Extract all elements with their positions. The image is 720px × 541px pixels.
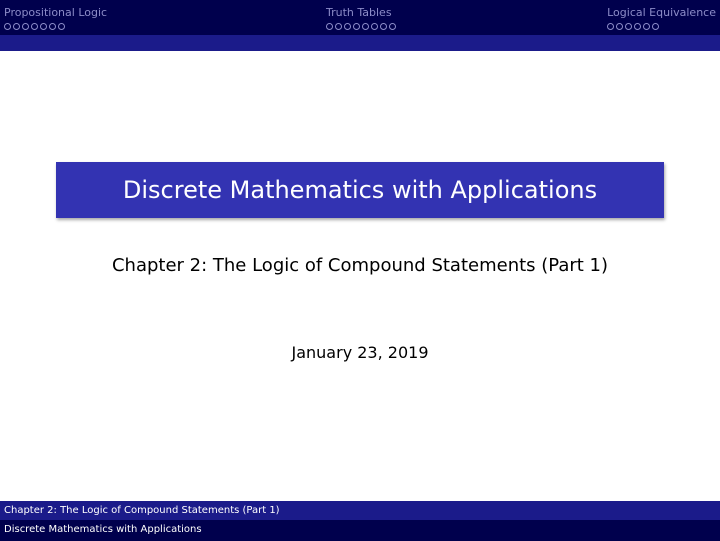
frame-dot[interactable] bbox=[344, 23, 351, 30]
frame-dot[interactable] bbox=[652, 23, 659, 30]
frame-dots bbox=[607, 23, 716, 30]
frame-dots bbox=[4, 23, 107, 30]
footer-subtitle: Chapter 2: The Logic of Compound Statements (Part 1) bbox=[4, 505, 280, 516]
nav-section-propositional-logic[interactable] bbox=[4, 6, 107, 30]
footer-title-bar bbox=[0, 520, 720, 541]
frame-dot[interactable] bbox=[643, 23, 650, 30]
header-navigation-bar bbox=[0, 0, 720, 35]
header-subsection-band bbox=[0, 35, 720, 51]
frame-dot[interactable] bbox=[22, 23, 29, 30]
frame-dot[interactable] bbox=[607, 23, 614, 30]
nav-section-label[interactable]: Propositional Logic bbox=[4, 6, 108, 19]
title-box bbox=[56, 162, 664, 218]
presentation-date: January 23, 2019 bbox=[291, 343, 429, 362]
frame-dot[interactable] bbox=[371, 23, 378, 30]
presentation-title: Discrete Mathematics with Applications bbox=[122, 176, 598, 204]
frame-dot[interactable] bbox=[31, 23, 38, 30]
frame-dot[interactable] bbox=[380, 23, 387, 30]
frame-dot[interactable] bbox=[616, 23, 623, 30]
frame-dot[interactable] bbox=[634, 23, 641, 30]
frame-dot[interactable] bbox=[389, 23, 396, 30]
frame-dots bbox=[326, 23, 396, 30]
frame-dot[interactable] bbox=[362, 23, 369, 30]
frame-dot[interactable] bbox=[40, 23, 47, 30]
nav-section-logical-equivalence[interactable] bbox=[607, 6, 716, 30]
footer-title: Discrete Mathematics with Applications bbox=[4, 524, 202, 535]
nav-section-truth-tables[interactable] bbox=[326, 6, 396, 30]
presentation-subtitle: Chapter 2: The Logic of Compound Statements (Part 1) bbox=[111, 255, 609, 276]
frame-dot[interactable] bbox=[335, 23, 342, 30]
frame-dot[interactable] bbox=[625, 23, 632, 30]
nav-section-label[interactable]: Logical Equivalence bbox=[607, 6, 716, 19]
frame-dot[interactable] bbox=[58, 23, 65, 30]
frame-dot[interactable] bbox=[353, 23, 360, 30]
frame-dot[interactable] bbox=[13, 23, 20, 30]
nav-section-label[interactable]: Truth Tables bbox=[326, 6, 392, 19]
footer-subtitle-bar bbox=[0, 501, 720, 520]
frame-dot[interactable] bbox=[326, 23, 333, 30]
frame-dot[interactable] bbox=[49, 23, 56, 30]
frame-dot[interactable] bbox=[4, 23, 11, 30]
